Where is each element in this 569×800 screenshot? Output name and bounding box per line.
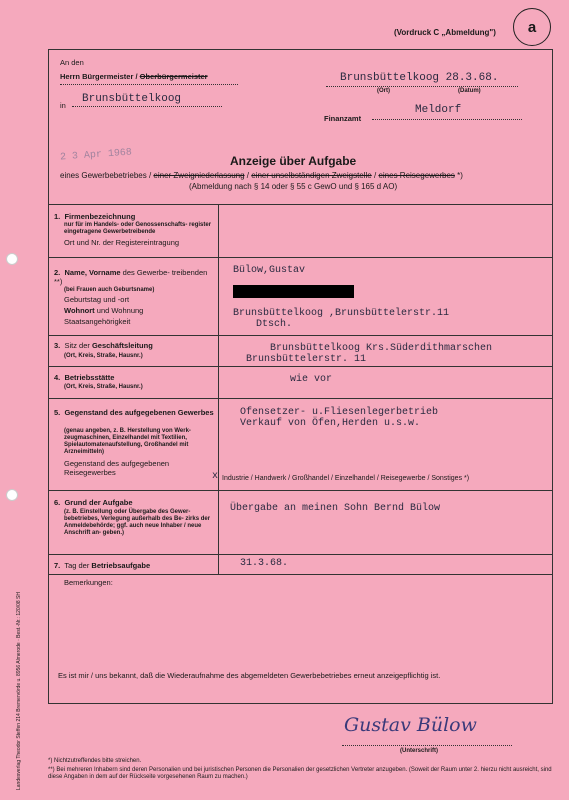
bemerkungen-label: Bemerkungen: xyxy=(64,578,113,587)
row-2-label: 2. Name, Vorname des Gewerbe- treibenden **) xyxy=(54,268,208,286)
datum-label: (Datum) xyxy=(458,88,481,94)
row-5-v1: Ofensetzer- u.Fliesenlegerbetrieb xyxy=(240,407,439,418)
row-5-categories: Industrie / Handwerk / Großhandel / Einzelhandel / Reisegewerbe / Sonstiges *) xyxy=(222,475,470,482)
row-1-label: 1. Firmenbezeichnung xyxy=(54,212,136,221)
row-5-sub: Gegenstand des aufgegebenen Reisegewerbes xyxy=(64,459,170,477)
row-1-note: nur für im Handels- oder Genossenschafts- register eingetragene Gewerbetreibende xyxy=(64,222,212,235)
finanzamt-label: Finanzamt xyxy=(324,114,362,123)
row-6-label: 6. Grund der Aufgabe xyxy=(54,498,133,507)
punch-hole xyxy=(6,253,18,265)
row-5-cat-mark: x xyxy=(212,471,219,482)
row-6-note: (z. B. Einstellung oder Übergabe des Gewer- bebetriebes, Verlegung außerhalb des Be- zirks der Anmeldebehörde; ggf. auch neue Inhaber / neue Anschrift an- geben.) xyxy=(64,509,211,536)
row-5-v2: Verkauf von Öfen,Herden u.s.w. xyxy=(240,418,421,429)
row-5-note: (genau angeben, z. B. Herstellung von Werk- zeugmaschinen, Einzelhandel mit Textilien, Spielautomatenaufstellung, Großhandel mit Arzneimitteln) xyxy=(64,428,191,455)
unterschrift-label: (Unterschrift) xyxy=(400,748,439,754)
row-3-label: 3. Sitz der Geschäftsleitung xyxy=(54,341,153,350)
received-stamp: 2 3 Apr 1968 xyxy=(59,147,133,164)
form-subtitle-2: (Abmeldung nach § 14 oder § 55 c GewO und § 165 d AO) xyxy=(189,182,398,191)
row-2-address: Brunsbüttelkoog ,Brunsbüttelerstr.11 xyxy=(233,308,450,319)
row-7-label: 7. Tag der Betriebsaufgabe xyxy=(54,561,151,570)
place-date-value: Brunsbüttelkoog 28.3.68. xyxy=(340,72,499,84)
form-letter-circle: a xyxy=(513,8,551,46)
row-2-note: (bei Frauen auch Geburtsname) xyxy=(64,287,155,293)
footnote-2: **) Bei mehreren Inhabern sind deren Personalien und bei juristischen Personen die Personalien der gesetzlichen Vertreter anzugeben. (Soweit der Raum unter 2. hierzu nicht ausreicht, sind diese Angaben in dem auf der Rückseite vorgesehenen Raum zu machen.) xyxy=(48,767,552,780)
city-value: Brunsbüttelkoog xyxy=(82,93,182,105)
signature: Gustav Bülow xyxy=(344,714,477,736)
punch-hole xyxy=(6,489,18,501)
ort-label: (Ort) xyxy=(377,88,390,94)
row-3-note: (Ort, Kreis, Straße, Hausnr.) xyxy=(64,353,143,359)
form-subtitle: eines Gewerbebetriebes / einer Zweigniederlassung / einer unselbständigen Zweigstelle / eines Reisegewerbes *) xyxy=(60,171,463,180)
addressee-line: Herrn Bürgermeister / Oberbürgermeister xyxy=(60,72,208,81)
row-2-l2: Wohnort und Wohnung xyxy=(64,306,144,315)
printer-imprint: Landesverlag Theodor Steffen 214 Bremervörde u. 8956 Almerode · Best.-Nr.: 120/08 SH xyxy=(16,592,22,790)
redaction-bar xyxy=(233,285,354,298)
row-4-v1: wie vor xyxy=(290,374,333,385)
row-2-nationality: Dtsch. xyxy=(256,319,293,330)
row-3-v2: Brunsbüttelerstr. 11 xyxy=(246,354,367,365)
form-title: Anzeige über Aufgabe xyxy=(230,154,357,168)
footnote-1: *) Nichtzutreffendes bitte streichen. xyxy=(48,758,142,764)
row-4-note: (Ort, Kreis, Straße, Hausnr.) xyxy=(64,384,143,390)
row-2-l3: Staatsangehörigkeit xyxy=(64,317,131,326)
row-1-sub: Ort und Nr. der Registereintragung xyxy=(64,238,180,247)
form-code: (Vordruck C „Abmeldung") xyxy=(394,28,496,37)
row-2-l1: Geburtstag und -ort xyxy=(64,295,130,304)
finanzamt-value: Meldorf xyxy=(415,104,462,116)
row-2-name: Bülow,Gustav xyxy=(233,265,306,276)
an-den-label: An den xyxy=(60,58,84,67)
row-7-v1: 31.3.68. xyxy=(240,558,289,569)
row-5-label: 5. Gegenstand des aufgegebenen Gewerbes xyxy=(54,408,214,417)
row-6-v1: Übergabe an meinen Sohn Bernd Bülow xyxy=(230,503,441,514)
declaration-text: Es ist mir / uns bekannt, daß die Wiederaufnahme des abgemeldeten Gewerbebetriebes erneut anzeigepflichtig ist. xyxy=(58,671,441,680)
row-4-label: 4. Betriebsstätte xyxy=(54,373,115,382)
row-3-v1: Brunsbüttelkoog Krs.Süderdithmarschen xyxy=(270,343,493,354)
in-label: in xyxy=(60,101,66,110)
